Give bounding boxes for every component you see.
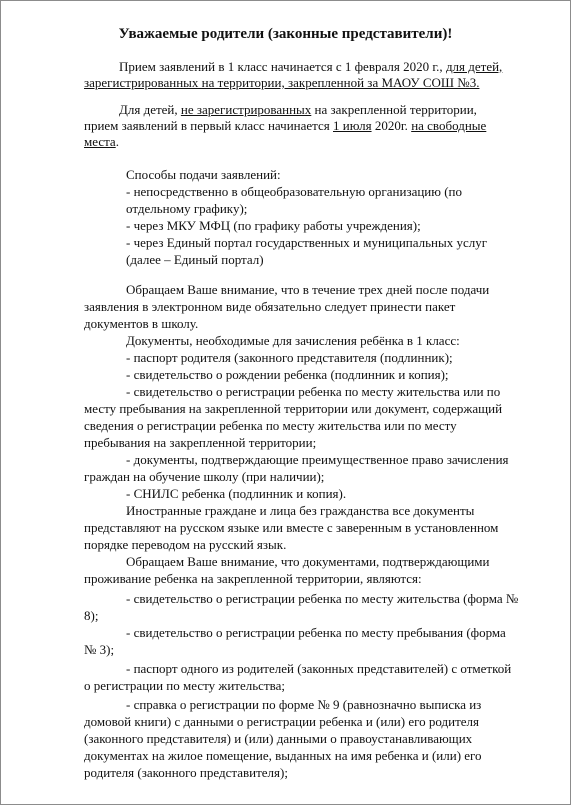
p1-underlined: для детей, — [445, 59, 503, 74]
body-line: - свидетельство о рождении ребенка (подлинник и копия); — [126, 367, 449, 382]
body-line: месту пребывания на закрепленной территории или документ, содержащий — [84, 401, 503, 416]
p2-text-c: прием заявлений в первый класс начинается — [84, 118, 330, 133]
body-line: 8); — [84, 608, 99, 623]
methods-item: (далее – Единый портал) — [126, 252, 264, 267]
methods-item: - через МКУ МФЦ (по графику работы учреждения); — [126, 218, 421, 233]
body-line: - справка о регистрации по форме № 9 (равнозначно выписка из — [126, 697, 482, 712]
body-line: - документы, подтверждающие преимущественное право зачисления — [126, 452, 509, 467]
body-line: Документы, необходимые для зачисления ребёнка в 1 класс: — [126, 333, 460, 348]
p2-text-a: Для детей, — [119, 102, 178, 117]
p2-underlined-b: на свободные — [411, 118, 487, 133]
body-line: (законного представителя) и (или) данными о правоустанавливающих — [84, 731, 473, 746]
body-line: Обращаем Ваше внимание, что в течение трех дней после подачи — [126, 282, 490, 297]
body-line: № 3); — [84, 642, 115, 657]
methods-item: - непосредственно в общеобразовательную организацию (по — [126, 184, 463, 199]
body-line: родителя (законного представителя); — [84, 765, 288, 780]
body-line: представляют на русском языке или вместе с заверенным в установленном — [84, 520, 499, 535]
body-line: документов в школу. — [84, 316, 199, 331]
body-line: - свидетельство о регистрации ребенка по месту жительства или по — [126, 384, 501, 399]
body-line: сведения о регистрации ребенка по месту жительства или по месту — [84, 418, 457, 433]
p2-line-2 — [84, 118, 571, 134]
p1-line-1 — [119, 59, 571, 75]
body-line: Иностранные граждане и лица без гражданства все документы — [126, 503, 475, 518]
p2-line-1 — [119, 102, 571, 118]
p1-line-2: зарегистрированных на территории, закрепленной за МАОУ СОШ №3. — [84, 75, 480, 90]
body-line: пребывания на закрепленной территории; — [84, 435, 317, 450]
body-line: - паспорт одного из родителей (законных представителей) с отметкой — [126, 661, 512, 676]
body-line: - свидетельство о регистрации ребенка по месту жительства (форма № — [126, 591, 519, 606]
methods-heading: Способы подачи заявлений: — [126, 167, 281, 182]
body-line: порядке переводом на русский язык. — [84, 537, 287, 552]
body-line: - паспорт родителя (законного представителя (подлинник); — [126, 350, 453, 365]
p1-text: Прием заявлений в 1 класс начинается с 1 февраля 2020 г., — [119, 59, 443, 74]
p2-text-b: на закрепленной территории, — [314, 102, 477, 117]
p2-period: . — [115, 134, 119, 149]
body-line: - СНИЛС ребенка (подлинник и копия). — [126, 486, 347, 501]
methods-item: - через Единый портал государственных и муниципальных услуг — [126, 235, 488, 250]
p2-underlined-c: места — [84, 134, 116, 149]
p2-underlined-a: не зарегистрированных — [180, 102, 312, 117]
methods-item: отдельному графику); — [126, 201, 248, 216]
body-line: о регистрации по месту жительства; — [84, 678, 285, 693]
body-line: Обращаем Ваше внимание, что документами, подтверждающими — [126, 554, 490, 569]
body-line: документах на жилое помещение, выданных на имя ребенка и (или) его — [84, 748, 482, 763]
p2-date: 1 июля — [333, 118, 372, 133]
body-line: домовой книги) с данными о регистрации ребенка и (или) его родителя — [84, 714, 479, 729]
body-line: - свидетельство о регистрации ребенка по месту пребывания (форма — [126, 625, 506, 640]
body-line: заявления в электронном виде обязательно следует принести пакет — [84, 299, 456, 314]
p2-year: 2020г. — [374, 118, 408, 133]
body-line: граждан на обучение школу (при наличии); — [84, 469, 325, 484]
p2-line-3 — [84, 134, 571, 150]
body-line: проживание ребенка на закрепленной территории, являются: — [84, 571, 422, 586]
page-title: Уважаемые родители (законные представители)! — [118, 26, 453, 42]
